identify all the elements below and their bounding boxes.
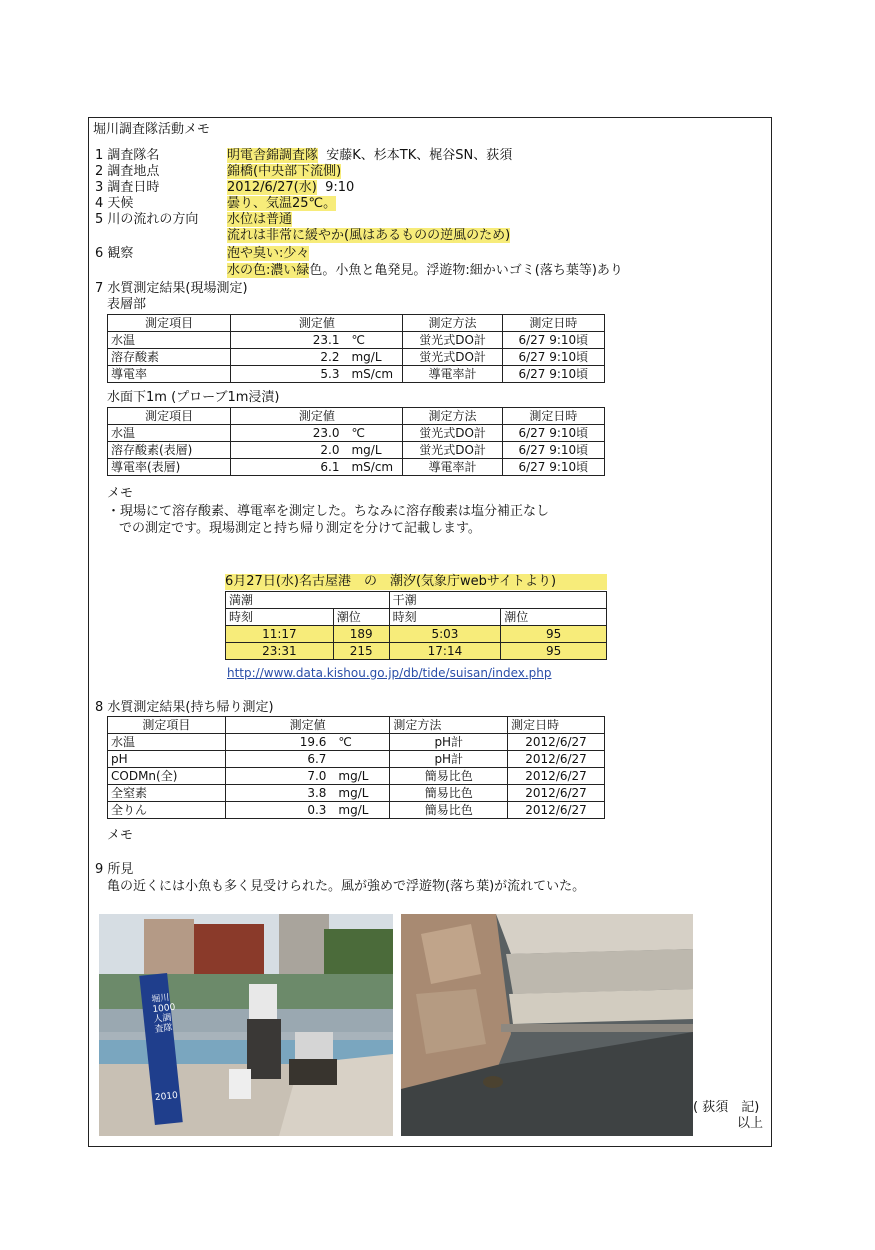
low-time: 5:03 [389,626,501,643]
table-header-row [108,315,605,332]
value: 0.3 [307,802,327,817]
surface-label: 表層部 [107,297,147,312]
table-row [108,366,605,383]
low-time: 17:14 [389,643,501,660]
site-photo-right [401,914,693,1136]
header-cell: 測定日時 [502,408,604,425]
table-row [108,768,605,785]
value: 23.1 [312,332,340,347]
info-label-5: 5 川の流れの方向 [95,212,199,227]
team-members: 安藤K、杉本TK、梶谷SN、荻須 [326,148,513,163]
value-cell [231,366,403,383]
value-cell [225,785,390,802]
header-cell: 測定方法 [390,717,508,734]
value: 7.0 [307,768,327,783]
section9-title: 9 所見 [95,862,134,877]
unit: mg/L [338,802,369,817]
high-time: 11:17 [226,626,334,643]
method-cell: 簡易比色 [390,768,508,785]
info-value-2 [227,164,341,180]
high-time: 23:31 [226,643,334,660]
tide-row [226,626,607,643]
memo-label: メモ [107,486,134,501]
unit: mS/cm [351,459,394,474]
value-cell [231,459,403,476]
method-cell: 導電率計 [403,366,502,383]
value: 6.7 [307,751,327,766]
datetime-cell: 6/27 9:10頃 [502,425,604,442]
memo-line-2: での測定です。現場測定と持ち帰り測定を分けて記載します。 [119,521,481,536]
value-cell [225,751,390,768]
tide-title: 6月27日(水)名古屋港 の 潮汐(気象庁webサイトより) [225,574,607,590]
end-note: 以上 [737,1116,764,1131]
method-cell: 簡易比色 [390,785,508,802]
author-note: ( 荻須 記) [693,1100,760,1115]
memo-page [88,117,772,1147]
bridge-photo-illustration [99,914,393,1136]
tide-source-link[interactable]: http://www.data.kishou.go.jp/db/tide/suisan/index.php [227,666,552,680]
survey-location: 錦橋(中央部下流側) [227,164,342,179]
datetime-cell: 6/27 9:10頃 [502,332,604,349]
value: 2.2 [320,349,340,364]
method-cell: 導電率計 [403,459,502,476]
low-tide-header: 干潮 [389,592,606,609]
method-cell: 蛍光式DO計 [403,442,502,459]
section7-title: 7 水質測定結果(現場測定) [95,281,248,296]
unit: ℃ [351,425,365,440]
method-cell: pH計 [390,734,508,751]
header-cell: 測定項目 [108,717,226,734]
value-cell [231,349,403,366]
table-header-row [108,717,605,734]
info-value-4 [227,196,336,212]
page-title: 堀川調査隊活動メモ [93,122,211,137]
unit: mg/L [338,768,369,783]
method-cell: pH計 [390,751,508,768]
header-cell: 測定値 [225,717,390,734]
method-cell: 蛍光式DO計 [403,349,502,366]
unit [338,752,386,767]
item-cell: 溶存酸素 [108,349,231,366]
header-cell: 測定方法 [403,408,502,425]
datetime-cell: 6/27 9:10頃 [502,442,604,459]
item-cell: 水温 [108,734,226,751]
water-level: 水位は普通 [227,212,293,227]
header-cell: 測定日時 [508,717,605,734]
datetime-cell: 6/27 9:10頃 [502,459,604,476]
takeback-table [107,716,605,819]
header-cell: 測定項目 [108,408,231,425]
info-label-3: 3 調査日時 [95,180,160,195]
item-cell: 全りん [108,802,226,819]
memo-label-8: メモ [107,828,134,843]
info-value-5b [227,228,510,244]
info-label-6: 6 観察 [95,246,134,261]
header-cell: 測定項目 [108,315,231,332]
item-cell: 全窒素 [108,785,226,802]
survey-date: 2012/6/27(水) [227,180,317,195]
value-cell [231,425,403,442]
value-cell [225,768,390,785]
value: 19.6 [299,734,327,749]
item-cell: CODMn(全) [108,768,226,785]
depth-label: 水面下1m (プローブ1m浸漬) [107,390,280,405]
weather: 曇り、気温25℃。 [227,196,337,211]
water-color: 水の色:濃い緑 [227,263,310,278]
section8-title: 8 水質測定結果(持ち帰り測定) [95,700,274,715]
header-cell: 測定値 [231,408,403,425]
value-cell [231,442,403,459]
table-row [108,442,605,459]
datetime-cell: 2012/6/27 [508,751,605,768]
value: 3.8 [307,785,327,800]
datetime-cell: 2012/6/27 [508,802,605,819]
table-row [108,459,605,476]
flag-year: 2010 [154,1090,179,1104]
value-cell [225,802,390,819]
tide-header-row [226,592,607,609]
low-level: 95 [501,643,607,660]
tide-table [225,591,607,660]
value: 2.0 [320,442,340,457]
flag-text: 堀川1000人調査隊 [150,993,176,1035]
item-cell: 水温 [108,425,231,442]
survey-time: 9:10 [325,180,355,195]
value: 23.0 [312,425,340,440]
datetime-cell: 6/27 9:10頃 [502,349,604,366]
surface-table [107,314,605,383]
method-cell: 蛍光式DO計 [403,425,502,442]
memo-line-1: ・現場にて溶存酸素、導電率を測定した。ちなみに溶存酸素は塩分補正なし [107,504,550,519]
header-cell: 測定方法 [403,315,502,332]
time-header: 時刻 [226,609,334,626]
high-tide-header: 満潮 [226,592,390,609]
unit: mg/L [351,442,382,457]
datetime-cell: 2012/6/27 [508,734,605,751]
flow-note: 流れは非常に緩やか(風はあるものの逆風のため) [227,228,511,243]
info-value-5 [227,212,292,228]
info-value-6 [227,246,309,262]
unit: ℃ [351,332,365,347]
header-cell: 測定日時 [502,315,604,332]
unit: mg/L [338,785,369,800]
high-level: 215 [333,643,389,660]
riverbank-photo-illustration [401,914,693,1136]
team-name: 明電舎錦調査隊 [227,148,319,163]
value: 6.1 [320,459,340,474]
table-row [108,332,605,349]
datetime-cell: 2012/6/27 [508,768,605,785]
level-header: 潮位 [333,609,389,626]
tide-row [226,643,607,660]
table-header-row [108,408,605,425]
site-photo-left [99,914,393,1136]
table-row [108,802,605,819]
datetime-cell: 6/27 9:10頃 [502,366,604,383]
table-row [108,425,605,442]
table-row [108,785,605,802]
table-row [108,734,605,751]
unit: mS/cm [351,366,394,381]
datetime-cell: 2012/6/27 [508,785,605,802]
depth-table [107,407,605,476]
item-cell: 水温 [108,332,231,349]
item-cell: pH [108,751,226,768]
info-label-4: 4 天候 [95,196,134,211]
value: 5.3 [320,366,340,381]
info-value-3 [227,180,354,196]
unit: ℃ [338,734,352,749]
low-level: 95 [501,626,607,643]
method-cell: 蛍光式DO計 [403,332,502,349]
table-row [108,751,605,768]
tide-subheader-row [226,609,607,626]
value-cell [231,332,403,349]
info-label-2: 2 調査地点 [95,164,160,179]
level-header: 潮位 [501,609,607,626]
item-cell: 導電率 [108,366,231,383]
item-cell: 導電率(表層) [108,459,231,476]
table-row [108,349,605,366]
item-cell: 溶存酸素(表層) [108,442,231,459]
header-cell: 測定値 [231,315,403,332]
info-value-1 [227,148,512,164]
section9-text: 亀の近くには小魚も多く見受けられた。風が強めで浮遊物(落ち葉)が流れていた。 [107,879,586,894]
time-header: 時刻 [389,609,501,626]
value-cell [225,734,390,751]
info-value-6b [227,263,623,279]
method-cell: 簡易比色 [390,802,508,819]
high-level: 189 [333,626,389,643]
unit: mg/L [351,349,382,364]
info-label-1: 1 調査隊名 [95,148,160,163]
observation-note: 色。小魚と亀発見。浮遊物:細かいゴミ(落ち葉等)あり [309,263,623,278]
foam-smell: 泡や臭い:少々 [227,246,310,261]
